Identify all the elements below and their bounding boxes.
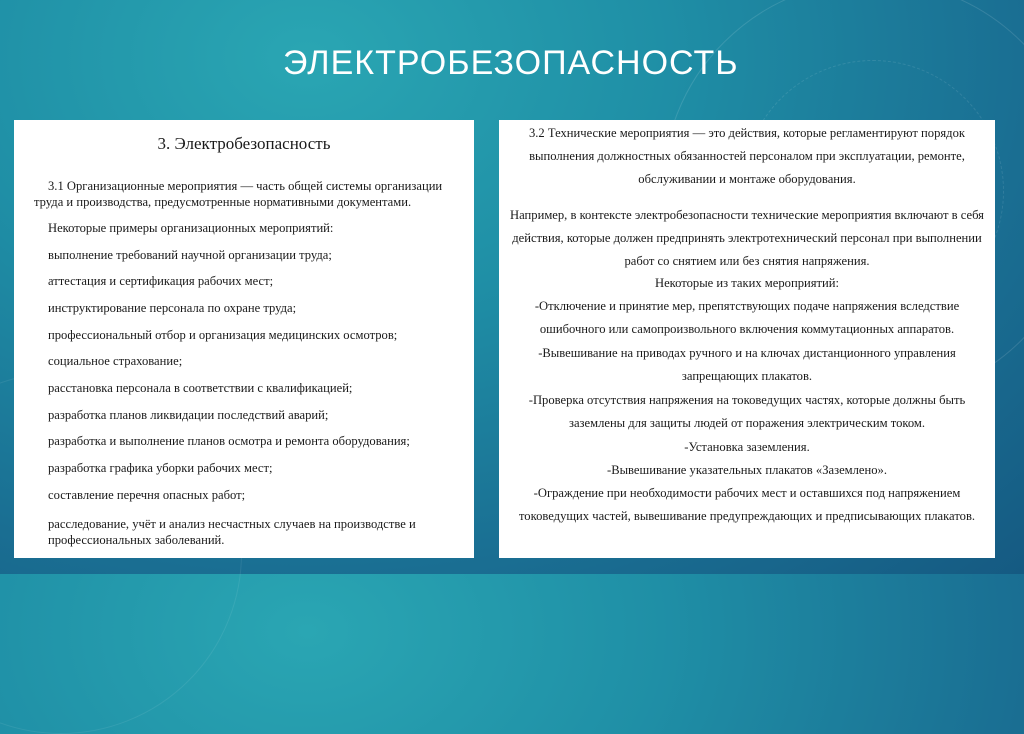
section-heading: 3. Электробезопасность [157,134,331,153]
intro-paragraph: 3.1 Организационные мероприятия — часть общей системы организации труда и производства, предусмотренные нормативными документами. [34,179,443,209]
list-item: составление перечня опасных работ; [48,488,246,502]
list-item: -Вывешивание на приводах ручного и на ключах дистанционного управления запрещающих плакатов. [538,346,956,383]
list-item: -Проверка отсутствия напряжения на токоведущих частях, которые должны быть заземлены для защиты людей от поражения электрическим током. [528,393,966,430]
list-item: -Ограждение при необходимости рабочих мест и оставшихся под напряжением токоведущих частей, вывешивание предупреждающих и предписывающих плакатов. [518,486,976,523]
list-item: профессиональный отбор и организация медицинских осмотров; [48,328,398,342]
paragraph: 3.2 Технические мероприятия — это действия, которые регламентируют порядок выполнения должностных обязанностей персоналом при эксплуатации, ремонте, обслуживании и монтаже оборудования. [528,126,965,186]
list-item: расследование, учёт и анализ несчастных случаев на производстве и профессиональных заболеваний. [48,517,416,547]
list-item: разработка планов ликвидации последствий аварий; [48,408,329,422]
list-item: разработка графика уборки рабочих мест; [48,461,273,475]
list-item: -Установка заземления. [684,440,810,454]
list-item: социальное страхование; [48,354,183,368]
list-item: расстановка персонала в соответствии с квалификацией; [48,381,353,395]
slide-title: ЭЛЕКТРОБЕЗОПАСНОСТЬ [283,44,739,82]
paragraph: Например, в контексте электробезопасности технические мероприятия включают в себя действия, которые должен предпринять электротехнический персонал при выполнении работ со снятием или без снятия напряжения. [510,208,984,268]
list-item: -Отключение и принятие мер, препятствующих подаче напряжения вследствие ошибочного или самопроизвольного включения коммутационных аппаратов. [534,299,960,336]
list-item: выполнение требований научной организации труда; [48,248,332,262]
right-text-panel [499,120,995,558]
list-item: инструктирование персонала по охране труда; [48,301,297,315]
list-item: разработка и выполнение планов осмотра и ремонта оборудования; [48,434,410,448]
left-text-panel [14,120,474,558]
list-item: аттестация и сертификация рабочих мест; [48,274,274,288]
list-item: Некоторые примеры организационных мероприятий: [48,221,334,235]
list-item: -Вывешивание указательных плакатов «Заземлено». [607,463,887,477]
paragraph: Некоторые из таких мероприятий: [654,276,840,290]
